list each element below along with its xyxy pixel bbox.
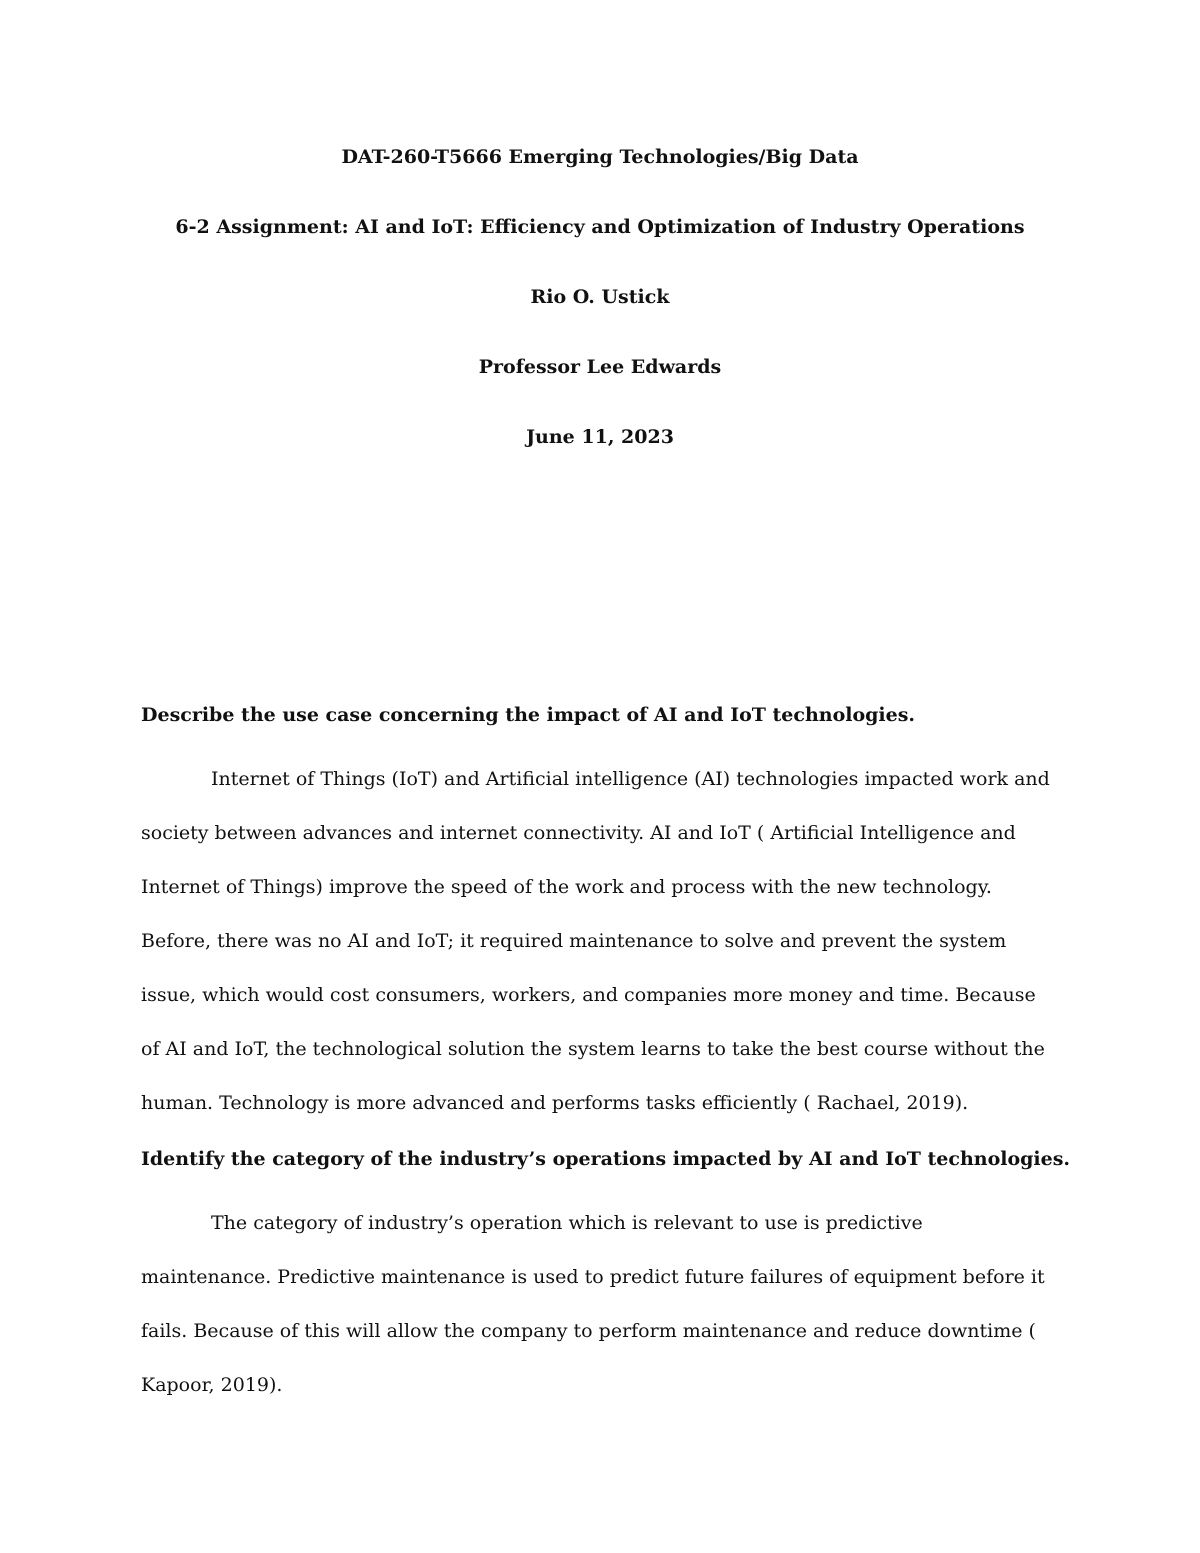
section-heading-category: Identify the category of the industry’s operations impacted by AI and IoT technologies. xyxy=(141,1148,1071,1170)
professor-name: Professor Lee Edwards xyxy=(478,356,722,378)
document-body xyxy=(141,698,1071,1424)
submission-date: June 11, 2023 xyxy=(526,426,674,448)
section-paragraph-category: The category of industry’s operation which is relevant to use is predictive maintenance. Predictive maintenance is used to predict future failures of equipment before it fails. Because of this will allow the company to perform maintenance and reduce downtime ( Kapoor, 2019). xyxy=(141,1212,1045,1396)
author-name: Rio O. Ustick xyxy=(530,286,670,308)
title-block xyxy=(0,140,1200,490)
course-title: DAT-260-T5666 Emerging Technologies/Big Data xyxy=(341,146,859,168)
section-heading-use-case: Describe the use case concerning the impact of AI and IoT technologies. xyxy=(141,704,916,726)
assignment-title: 6-2 Assignment: AI and IoT: Efficiency and Optimization of Industry Operations xyxy=(175,216,1025,238)
section-paragraph-use-case: Internet of Things (IoT) and Artificial intelligence (AI) technologies impacted work and society between advances and internet connectivity. AI and IoT ( Artificial Intelligence and Internet of Things) improve the speed of the work and process with the new technology. Before, there was no AI and IoT; it required maintenance to solve and prevent the system issue, which would cost consumers, workers, and companies more money and time. Because of AI and IoT, the technological solution the system learns to take the best course without the human. Technology is more advanced and performs tasks efficiently ( Rachael, 2019). xyxy=(141,768,1050,1114)
